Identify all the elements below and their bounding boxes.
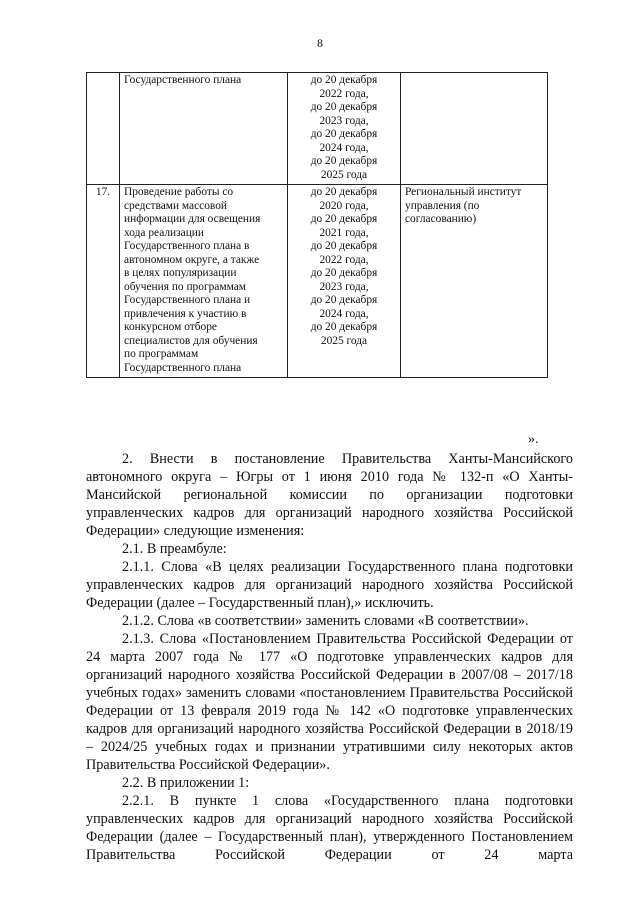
paragraph-2: 2. Внести в постановление Правительства Ханты-Мансийского автономного округа – Югры от 1 июня 2010 года № 132-п «О Ханты-Мансийской региональной комиссии по организации подготовки управленческих кадров для организаций народного хозяйства Российской Федерации» следующие изменения: — [86, 451, 573, 539]
cell-line: Государственного плана — [124, 361, 242, 374]
cell-line: до 20 декабря — [310, 321, 378, 333]
cell-line: 2022 года, — [319, 253, 369, 266]
cell-line: до 20 декабря — [310, 240, 378, 252]
cell-line: до 20 декабря — [310, 213, 378, 225]
cell-line: до 20 декабря — [310, 267, 378, 279]
cell-line: средствами массовой — [124, 199, 228, 212]
page-number: 8 — [317, 36, 323, 50]
cell-line: 2021 года, — [319, 226, 369, 239]
paragraph-2-1: 2.1. В преамбуле: — [122, 541, 227, 557]
event-cell — [120, 73, 288, 185]
cell-line: автономном округе, а также — [124, 253, 260, 266]
cell-line: 2023 года, — [319, 280, 369, 293]
cell-line: 2022 года, — [319, 87, 369, 100]
cell-line: 2020 года, — [319, 199, 369, 212]
deadline-cell — [288, 73, 401, 185]
cell-line: в целях популяризации — [124, 267, 237, 279]
cell-line: 2024 года, — [319, 307, 369, 320]
cell-line: согласованию) — [405, 213, 477, 225]
cell-line: конкурсном отборе — [124, 321, 217, 333]
event-cell — [120, 185, 288, 378]
paragraph-2-2-1: 2.2.1. В пункте 1 слова «Государственного плана подготовки управленческих кадров для организаций народного хозяйства Российской Федерации (далее – Государственный план), утвержденного Постановлением Правительства Российской Федерации от 24 марта — [86, 793, 573, 863]
paragraph-2-2: 2.2. В приложении 1: — [122, 775, 250, 791]
executor-cell — [401, 73, 548, 185]
cell-line: 2025 года — [320, 334, 368, 347]
cell-line: до 20 декабря — [310, 74, 378, 86]
cell-line: специалистов для обучения — [124, 334, 258, 347]
table-row — [87, 73, 548, 185]
cell-line: 2024 года, — [319, 141, 369, 154]
cell-line: привлечения к участию в — [124, 307, 247, 320]
row-number: 17. — [87, 185, 120, 378]
cell-line: Государственного плана в — [124, 240, 250, 252]
cell-line: информации для освещения — [124, 213, 261, 225]
cell-line: 2023 года, — [319, 114, 369, 127]
plan-table — [86, 72, 548, 378]
cell-line: Региональный институт — [405, 186, 522, 198]
row-number — [87, 73, 120, 185]
cell-line: до 20 декабря — [310, 186, 378, 198]
deadline-cell — [288, 185, 401, 378]
cell-line: до 20 декабря — [310, 101, 378, 113]
cell-line: Государственного плана — [124, 74, 242, 86]
cell-line: до 20 декабря — [310, 128, 378, 140]
cell-line: обучения по программам — [124, 280, 246, 293]
paragraph-2-1-2: 2.1.2. Слова «в соответствии» заменить словами «В соответствии». — [122, 613, 529, 629]
cell-line: хода реализации — [124, 226, 204, 239]
cell-line: 2025 года — [320, 168, 368, 181]
cell-line: Проведение работы со — [124, 186, 234, 198]
table-row — [87, 185, 548, 378]
cell-line: по программам — [124, 348, 199, 360]
paragraph-2-1-3: 2.1.3. Слова «Постановлением Правительства Российской Федерации от 24 марта 2007 года № 177 «О подготовке управленческих кадров для организаций народного хозяйства Российской Федерации в 2007/08 – 2017/18 учебных годах» заменить словами «постановлением Правительства Российской Федерации от 13 февраля 2019 года № 142 «О подготовке управленческих кадров для организаций народного хозяйства Российской Федерации в 2018/19 – 2024/25 учебных годах и признании утратившими силу некоторых актов Правительства Российской Федерации». — [86, 631, 573, 773]
cell-line: Государственного плана и — [124, 294, 251, 306]
cell-line: до 20 декабря — [310, 294, 378, 306]
paragraph-2-1-1: 2.1.1. Слова «В целях реализации Государственного плана подготовки управленческих кадров для организаций народного хозяйства Российской Федерации (далее – Государственный план),» исключить. — [86, 559, 573, 611]
cell-line: до 20 декабря — [310, 155, 378, 167]
closing-quote: ». — [528, 432, 539, 447]
executor-cell — [401, 185, 548, 378]
cell-line: управления (по — [405, 199, 480, 212]
document-body — [86, 450, 573, 864]
